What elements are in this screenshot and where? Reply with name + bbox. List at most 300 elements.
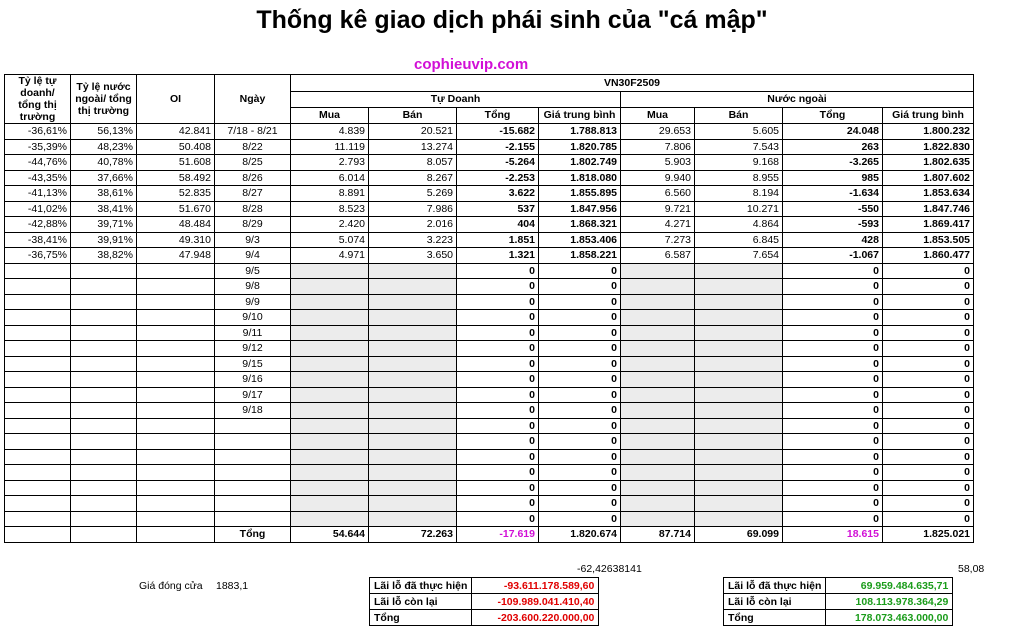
cell-p-avg: 1.855.895: [539, 186, 621, 202]
cell-p-sell: 20.521: [369, 124, 457, 140]
cell-oi: 52.835: [137, 186, 215, 202]
cell-p-avg: 0: [539, 294, 621, 310]
table-row: [5, 310, 974, 326]
cell-ratio-foreign: [71, 294, 137, 310]
header-ratio-foreign: Tỷ lệ nước ngoài/ tổng thị trường: [71, 75, 137, 124]
cell-f-sell: [695, 387, 783, 403]
cell-f-buy: [621, 325, 695, 341]
cell-ratio-foreign: 48,23%: [71, 139, 137, 155]
cell-f-buy: [621, 403, 695, 419]
cell-date: 8/27: [215, 186, 291, 202]
cell-f-total: 0: [783, 372, 883, 388]
cell-p-buy: [291, 372, 369, 388]
total-f-buy: 87.714: [621, 527, 695, 543]
total-label: Tổng: [215, 527, 291, 543]
table-row: [5, 480, 974, 496]
header-prop-buy: Mua: [291, 107, 369, 123]
cell-p-buy: [291, 418, 369, 434]
cell-f-avg: 0: [883, 294, 974, 310]
table-row: [5, 434, 974, 450]
cell-ratio-prop: [5, 418, 71, 434]
cell-p-sell: [369, 356, 457, 372]
cell-f-avg: 0: [883, 511, 974, 527]
cell-ratio-foreign: 38,82%: [71, 248, 137, 264]
cell-oi: 42.841: [137, 124, 215, 140]
cell-p-avg: 1.858.221: [539, 248, 621, 264]
cell-oi: [137, 465, 215, 481]
cell-p-buy: [291, 496, 369, 512]
cell-oi: [137, 403, 215, 419]
pnl-row: [370, 578, 599, 594]
cell-date: 9/5: [215, 263, 291, 279]
cell-f-total: 263: [783, 139, 883, 155]
pnl-label: Lãi lỗ đã thực hiện: [370, 578, 472, 594]
total-p-avg: 1.820.674: [539, 527, 621, 543]
cell-oi: 49.310: [137, 232, 215, 248]
cell-f-buy: 5.903: [621, 155, 695, 171]
cell-ratio-foreign: [71, 403, 137, 419]
cell-p-sell: [369, 496, 457, 512]
cell-f-buy: [621, 449, 695, 465]
cell-f-total: 428: [783, 232, 883, 248]
cell-p-total: 1.321: [457, 248, 539, 264]
cell-f-sell: [695, 310, 783, 326]
cell-p-avg: 1.818.080: [539, 170, 621, 186]
cell-p-total: 3.622: [457, 186, 539, 202]
cell-oi: [137, 310, 215, 326]
cell-p-sell: [369, 372, 457, 388]
cell-date: [215, 480, 291, 496]
cell-ratio-foreign: [71, 310, 137, 326]
cell-p-buy: [291, 294, 369, 310]
header-foreign-total: Tổng: [783, 107, 883, 123]
table-row: [5, 511, 974, 527]
cell-date: 8/28: [215, 201, 291, 217]
pnl-row: [370, 610, 599, 626]
cell-f-sell: [695, 341, 783, 357]
cell-oi: 50.408: [137, 139, 215, 155]
cell-p-avg: 0: [539, 341, 621, 357]
cell-f-buy: 9.721: [621, 201, 695, 217]
cell-p-avg: 0: [539, 418, 621, 434]
cell-f-buy: [621, 356, 695, 372]
cell-f-buy: [621, 279, 695, 295]
cell-f-total: 24.048: [783, 124, 883, 140]
cell-p-avg: 0: [539, 356, 621, 372]
cell-p-buy: [291, 403, 369, 419]
cell-p-total: 0: [457, 465, 539, 481]
cell-p-buy: [291, 449, 369, 465]
table-row: [5, 217, 974, 233]
cell-p-avg: 0: [539, 449, 621, 465]
cell-ratio-prop: [5, 310, 71, 326]
cell-p-sell: [369, 511, 457, 527]
cell-f-buy: [621, 434, 695, 450]
cell-ratio-prop: [5, 325, 71, 341]
cell-oi: [137, 294, 215, 310]
cell-p-sell: 7.986: [369, 201, 457, 217]
pnl-row: [724, 610, 953, 626]
cell-p-buy: 2.420: [291, 217, 369, 233]
cell-f-total: 0: [783, 279, 883, 295]
cell-p-buy: [291, 434, 369, 450]
total-p-sell: 72.263: [369, 527, 457, 543]
cell-p-sell: [369, 480, 457, 496]
total-f-avg: 1.825.021: [883, 527, 974, 543]
cell-date: 9/18: [215, 403, 291, 419]
pnl-value: -109.989.041.410,40: [472, 594, 599, 610]
cell-f-buy: [621, 465, 695, 481]
table-row: [5, 496, 974, 512]
header-prop-group: Tự Doanh: [291, 91, 621, 107]
table-row: [5, 356, 974, 372]
cell-f-buy: 6.560: [621, 186, 695, 202]
pnl-value: 178.073.463.000,00: [826, 610, 953, 626]
table-row: [5, 170, 974, 186]
cell-ratio-prop: -38,41%: [5, 232, 71, 248]
cell-ratio-foreign: [71, 387, 137, 403]
cell-f-sell: 9.168: [695, 155, 783, 171]
cell-date: [215, 511, 291, 527]
derivatives-table: [4, 74, 974, 543]
cell-p-total: -15.682: [457, 124, 539, 140]
cell-f-total: 985: [783, 170, 883, 186]
header-prop-sell: Bán: [369, 107, 457, 123]
cell-p-total: 0: [457, 387, 539, 403]
pnl-row: [370, 594, 599, 610]
cell-date: 8/29: [215, 217, 291, 233]
cell-p-avg: 0: [539, 325, 621, 341]
cell-ratio-foreign: [71, 279, 137, 295]
cell-p-buy: 8.891: [291, 186, 369, 202]
page-title: Thống kê giao dịch phái sinh của "cá mập": [256, 6, 768, 34]
table-row: [5, 341, 974, 357]
cell-p-avg: 0: [539, 310, 621, 326]
cell-f-sell: [695, 434, 783, 450]
cell-oi: [137, 372, 215, 388]
cell-p-avg: 0: [539, 480, 621, 496]
cell-p-total: 0: [457, 372, 539, 388]
cell-p-buy: 2.793: [291, 155, 369, 171]
cell-f-avg: 1.802.635: [883, 155, 974, 171]
cell-f-avg: 0: [883, 418, 974, 434]
total-empty-cell: [71, 527, 137, 543]
cell-p-sell: 8.267: [369, 170, 457, 186]
cell-ratio-foreign: [71, 341, 137, 357]
cell-ratio-prop: -44,76%: [5, 155, 71, 171]
header-foreign-buy: Mua: [621, 107, 695, 123]
cell-oi: [137, 449, 215, 465]
cell-f-sell: 8.955: [695, 170, 783, 186]
cell-f-buy: 7.806: [621, 139, 695, 155]
cell-date: [215, 465, 291, 481]
cell-f-total: -550: [783, 201, 883, 217]
cell-p-sell: 13.274: [369, 139, 457, 155]
cell-f-sell: 5.605: [695, 124, 783, 140]
cell-f-buy: [621, 496, 695, 512]
cell-f-buy: 9.940: [621, 170, 695, 186]
cell-f-avg: 1.853.634: [883, 186, 974, 202]
foreign-ratio-value: 58,08: [958, 563, 985, 575]
cell-f-total: 0: [783, 496, 883, 512]
cell-f-total: 0: [783, 341, 883, 357]
table-row: [5, 449, 974, 465]
pnl-value: -93.611.178.589,60: [472, 578, 599, 594]
total-empty-cell: [5, 527, 71, 543]
cell-f-buy: [621, 480, 695, 496]
cell-p-sell: 3.650: [369, 248, 457, 264]
cell-ratio-prop: [5, 387, 71, 403]
prop-ratio-value: -62,42638141: [577, 563, 642, 575]
table-row: [5, 232, 974, 248]
header-foreign-avg: Giá trung bình: [883, 107, 974, 123]
header-date: Ngày: [215, 75, 291, 124]
cell-f-avg: 0: [883, 372, 974, 388]
cell-f-avg: 1.800.232: [883, 124, 974, 140]
pnl-prop-table: [369, 577, 599, 626]
cell-ratio-prop: [5, 480, 71, 496]
cell-f-avg: 0: [883, 480, 974, 496]
cell-date: [215, 418, 291, 434]
cell-ratio-foreign: [71, 263, 137, 279]
cell-ratio-prop: [5, 403, 71, 419]
pnl-row: [724, 578, 953, 594]
cell-f-total: 0: [783, 511, 883, 527]
header-prop-avg: Giá trung bình: [539, 107, 621, 123]
cell-f-buy: [621, 341, 695, 357]
cell-oi: 58.492: [137, 170, 215, 186]
cell-ratio-foreign: 38,41%: [71, 201, 137, 217]
cell-oi: [137, 341, 215, 357]
cell-oi: [137, 279, 215, 295]
cell-f-sell: [695, 465, 783, 481]
cell-ratio-prop: [5, 465, 71, 481]
cell-f-sell: [695, 372, 783, 388]
cell-p-buy: 6.014: [291, 170, 369, 186]
cell-p-buy: [291, 387, 369, 403]
cell-p-avg: 1.868.321: [539, 217, 621, 233]
cell-p-total: -2.253: [457, 170, 539, 186]
cell-p-total: 0: [457, 279, 539, 295]
cell-f-buy: [621, 511, 695, 527]
total-empty-cell: [137, 527, 215, 543]
cell-date: 9/8: [215, 279, 291, 295]
cell-p-buy: [291, 341, 369, 357]
cell-f-avg: 1.822.830: [883, 139, 974, 155]
cell-f-total: 0: [783, 465, 883, 481]
cell-f-buy: 7.273: [621, 232, 695, 248]
table-row: [5, 248, 974, 264]
cell-f-avg: 0: [883, 434, 974, 450]
cell-p-avg: 0: [539, 496, 621, 512]
total-p-total: -17.619: [457, 527, 539, 543]
cell-p-avg: 0: [539, 403, 621, 419]
cell-ratio-prop: -43,35%: [5, 170, 71, 186]
cell-f-sell: 7.654: [695, 248, 783, 264]
cell-p-buy: [291, 263, 369, 279]
cell-f-avg: 0: [883, 356, 974, 372]
cell-p-total: 0: [457, 480, 539, 496]
cell-f-avg: 0: [883, 465, 974, 481]
cell-f-avg: 1.853.505: [883, 232, 974, 248]
table-row: [5, 279, 974, 295]
pnl-label: Lãi lỗ đã thực hiện: [724, 578, 826, 594]
cell-date: 9/11: [215, 325, 291, 341]
cell-f-total: 0: [783, 449, 883, 465]
cell-p-total: -5.264: [457, 155, 539, 171]
cell-f-avg: 1.847.746: [883, 201, 974, 217]
pnl-foreign-table: [723, 577, 953, 626]
cell-f-sell: [695, 279, 783, 295]
cell-date: 9/12: [215, 341, 291, 357]
cell-p-sell: [369, 294, 457, 310]
pnl-value: 108.113.978.364,29: [826, 594, 953, 610]
cell-f-total: -593: [783, 217, 883, 233]
cell-p-total: 0: [457, 294, 539, 310]
cell-p-sell: [369, 325, 457, 341]
cell-f-sell: [695, 496, 783, 512]
cell-p-buy: [291, 356, 369, 372]
cell-oi: [137, 434, 215, 450]
cell-ratio-prop: -42,88%: [5, 217, 71, 233]
pnl-label: Lãi lỗ còn lại: [724, 594, 826, 610]
cell-f-sell: 7.543: [695, 139, 783, 155]
cell-p-buy: 11.119: [291, 139, 369, 155]
table-row: [5, 418, 974, 434]
cell-ratio-prop: -36,75%: [5, 248, 71, 264]
cell-p-total: 0: [457, 341, 539, 357]
cell-f-avg: 0: [883, 403, 974, 419]
cell-f-buy: [621, 387, 695, 403]
cell-oi: [137, 511, 215, 527]
cell-f-avg: 1.869.417: [883, 217, 974, 233]
cell-p-avg: 1.820.785: [539, 139, 621, 155]
cell-p-avg: 0: [539, 465, 621, 481]
cell-ratio-foreign: [71, 480, 137, 496]
cell-p-avg: 0: [539, 372, 621, 388]
cell-p-total: 0: [457, 434, 539, 450]
table-row: [5, 263, 974, 279]
cell-p-buy: [291, 480, 369, 496]
cell-oi: [137, 387, 215, 403]
cell-f-total: 0: [783, 325, 883, 341]
cell-p-buy: [291, 325, 369, 341]
cell-oi: [137, 480, 215, 496]
cell-oi: 47.948: [137, 248, 215, 264]
cell-p-sell: [369, 387, 457, 403]
cell-p-sell: [369, 465, 457, 481]
cell-date: 9/15: [215, 356, 291, 372]
cell-f-buy: 6.587: [621, 248, 695, 264]
cell-ratio-prop: -41,02%: [5, 201, 71, 217]
cell-ratio-foreign: [71, 325, 137, 341]
cell-f-sell: 10.271: [695, 201, 783, 217]
cell-ratio-prop: [5, 356, 71, 372]
table-row: [5, 387, 974, 403]
cell-oi: [137, 496, 215, 512]
cell-p-total: 0: [457, 496, 539, 512]
cell-ratio-foreign: 56,13%: [71, 124, 137, 140]
cell-date: 9/9: [215, 294, 291, 310]
header-prop-total: Tổng: [457, 107, 539, 123]
cell-date: 8/26: [215, 170, 291, 186]
cell-p-total: 0: [457, 310, 539, 326]
cell-p-total: 0: [457, 356, 539, 372]
cell-p-total: 0: [457, 325, 539, 341]
cell-ratio-foreign: [71, 449, 137, 465]
table-row: [5, 124, 974, 140]
cell-p-buy: [291, 310, 369, 326]
cell-f-total: 0: [783, 418, 883, 434]
cell-ratio-prop: [5, 294, 71, 310]
total-f-total: 18.615: [783, 527, 883, 543]
cell-date: 9/17: [215, 387, 291, 403]
cell-p-avg: 0: [539, 434, 621, 450]
cell-f-sell: [695, 418, 783, 434]
cell-f-sell: 4.864: [695, 217, 783, 233]
cell-ratio-foreign: [71, 356, 137, 372]
cell-f-sell: [695, 325, 783, 341]
cell-oi: 48.484: [137, 217, 215, 233]
cell-f-total: 0: [783, 310, 883, 326]
cell-p-avg: 1.853.406: [539, 232, 621, 248]
cell-ratio-foreign: 37,66%: [71, 170, 137, 186]
table-row: [5, 325, 974, 341]
cell-f-avg: 0: [883, 449, 974, 465]
cell-f-sell: [695, 449, 783, 465]
cell-p-total: 0: [457, 449, 539, 465]
pnl-value: 69.959.484.635,71: [826, 578, 953, 594]
cell-date: 9/16: [215, 372, 291, 388]
cell-f-avg: 0: [883, 310, 974, 326]
cell-p-sell: [369, 279, 457, 295]
cell-p-buy: [291, 511, 369, 527]
cell-p-avg: 0: [539, 387, 621, 403]
cell-f-avg: 0: [883, 263, 974, 279]
total-f-sell: 69.099: [695, 527, 783, 543]
cell-p-avg: 0: [539, 511, 621, 527]
pnl-value: -203.600.220.000,00: [472, 610, 599, 626]
cell-ratio-foreign: [71, 496, 137, 512]
cell-f-total: 0: [783, 356, 883, 372]
cell-p-avg: 1.802.749: [539, 155, 621, 171]
cell-f-avg: 0: [883, 325, 974, 341]
cell-f-total: 0: [783, 263, 883, 279]
cell-p-sell: 2.016: [369, 217, 457, 233]
cell-p-buy: [291, 279, 369, 295]
table-row: [5, 139, 974, 155]
cell-date: 9/3: [215, 232, 291, 248]
header-oi: OI: [137, 75, 215, 124]
header-contract: VN30F2509: [291, 75, 974, 92]
totals-row: [5, 527, 974, 543]
cell-f-total: -3.265: [783, 155, 883, 171]
cell-f-sell: [695, 403, 783, 419]
cell-p-sell: [369, 341, 457, 357]
cell-date: 8/25: [215, 155, 291, 171]
cell-f-sell: [695, 356, 783, 372]
cell-p-sell: [369, 418, 457, 434]
cell-ratio-foreign: 39,91%: [71, 232, 137, 248]
cell-p-total: 0: [457, 403, 539, 419]
cell-p-buy: 4.839: [291, 124, 369, 140]
cell-ratio-foreign: 40,78%: [71, 155, 137, 171]
close-price-label: Giá đóng cửa: [139, 580, 203, 592]
cell-date: 8/22: [215, 139, 291, 155]
cell-p-total: 0: [457, 418, 539, 434]
cell-oi: 51.608: [137, 155, 215, 171]
cell-p-sell: [369, 449, 457, 465]
